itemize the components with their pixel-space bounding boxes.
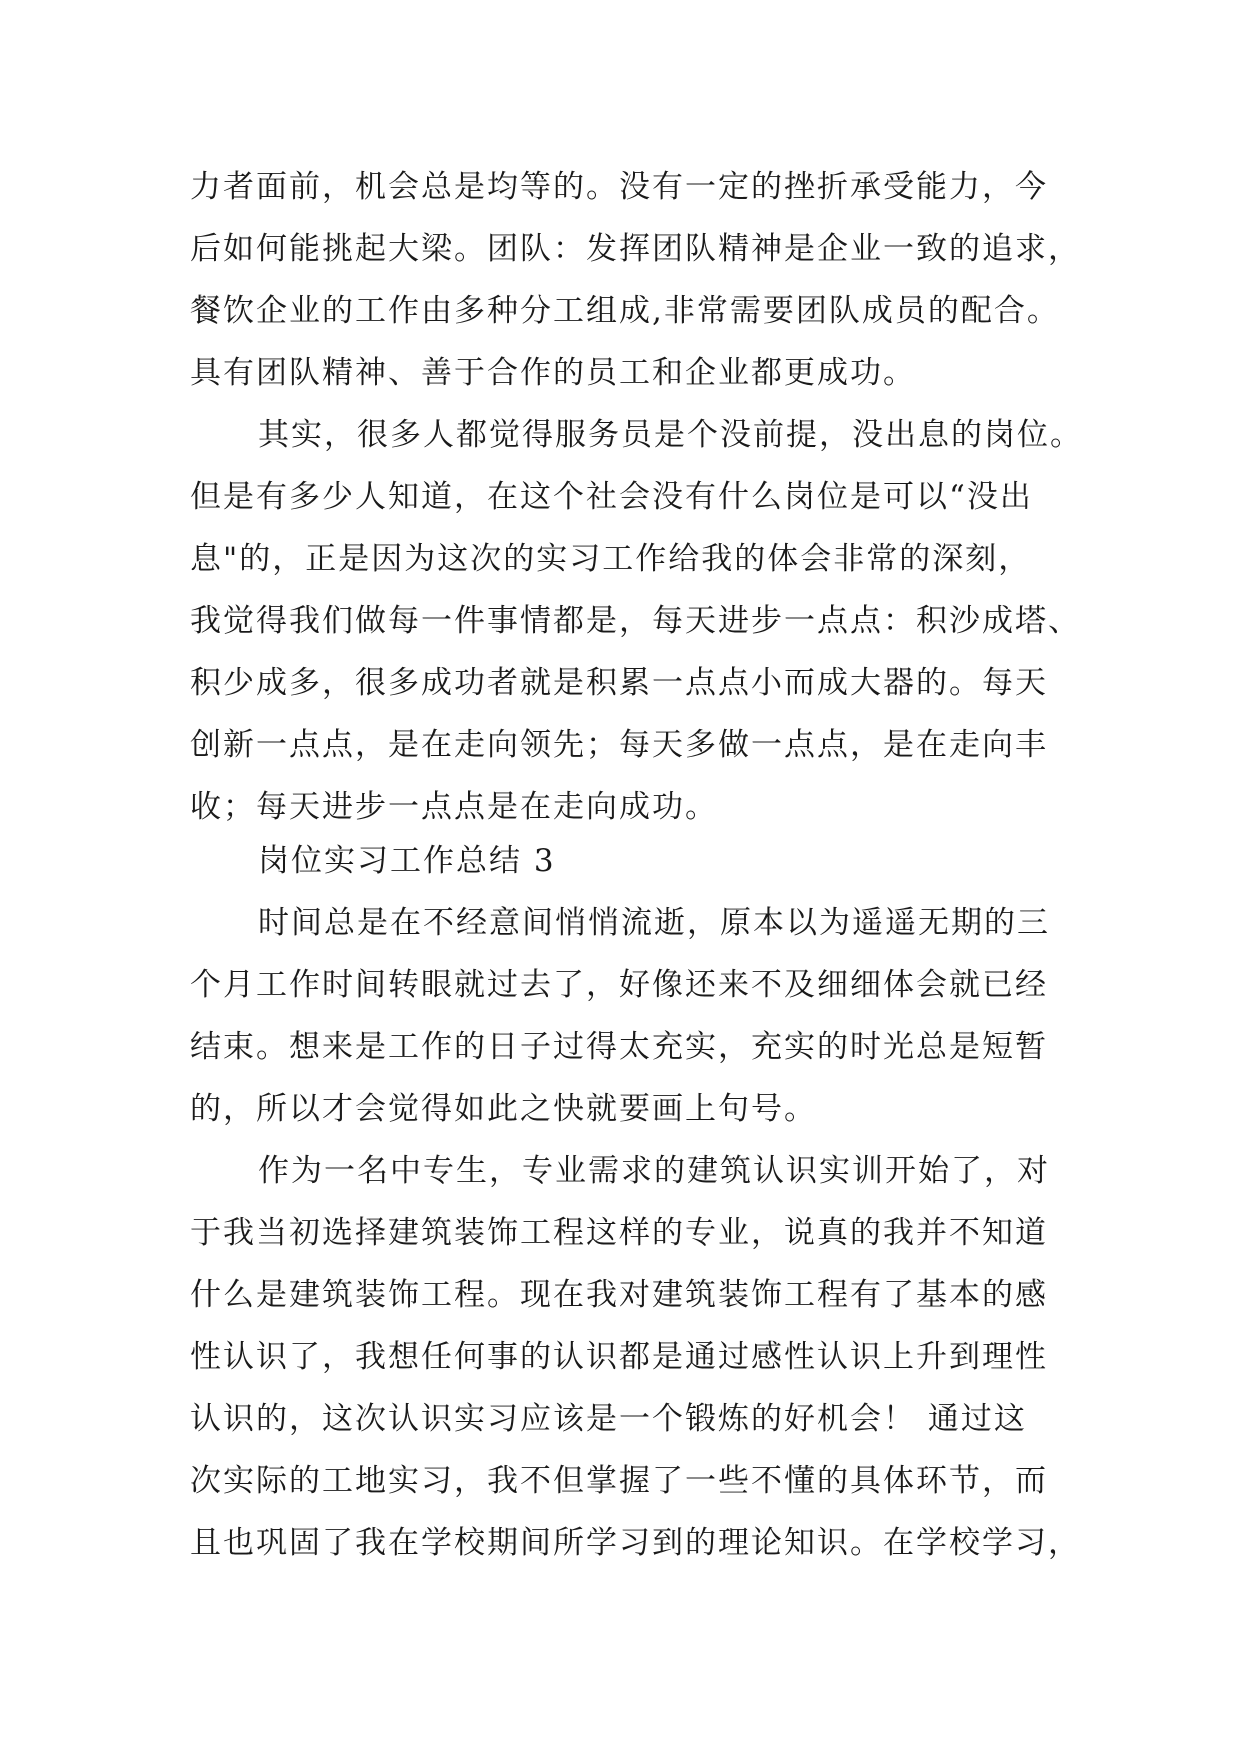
text-line: 结束。想来是工作的日子过得太充实，充实的时光总是短暂: [190, 1029, 1048, 1065]
text-line: 作为一名中专生，专业需求的建筑认识实训开始了，对: [258, 1153, 1050, 1189]
text-block-top: [190, 156, 1083, 838]
text-line: 创新一点点，是在走向领先；每天多做一点点，是在走向丰: [190, 727, 1048, 763]
text-line: 什么是建筑装饰工程。现在我对建筑装饰工程有了基本的感: [190, 1277, 1048, 1313]
text-line: 认识的，这次认识实习应该是一个锻炼的好机会！ 通过这: [190, 1401, 1027, 1437]
text-line: 但是有多少人知道，在这个社会没有什么岗位是可以“没出: [190, 479, 1033, 515]
text-line: 且也巩固了我在学校期间所学习到的理论知识。在学校学习，: [190, 1525, 1081, 1561]
text-line: 力者面前，机会总是均等的。没有一定的挫折承受能力，今: [190, 169, 1048, 205]
text-line: 岗位实习工作总结 3: [258, 843, 556, 879]
text-line: 具有团队精神、善于合作的员工和企业都更成功。: [190, 355, 916, 391]
text-line: 后如何能挑起大梁。团队：发挥团队精神是企业一致的追求，: [190, 231, 1081, 267]
text-line: 次实际的工地实习，我不但掌握了一些不懂的具体环节，而: [190, 1463, 1048, 1499]
text-line: 其实，很多人都觉得服务员是个没前提，没出息的岗位。: [258, 417, 1083, 453]
text-line: 时间总是在不经意间悄悄流逝，原本以为遥遥无期的三: [258, 905, 1050, 941]
text-line: 收；每天进步一点点是在走向成功。: [190, 789, 718, 825]
text-line: 我觉得我们做每一件事情都是，每天进步一点点：积沙成塔、: [190, 603, 1081, 639]
text-line: 个月工作时间转眼就过去了，好像还来不及细细体会就已经: [190, 967, 1048, 1003]
text-block-bottom: [190, 830, 1081, 1574]
text-line: 于我当初选择建筑装饰工程这样的专业，说真的我并不知道: [190, 1215, 1048, 1251]
text-line: 息"的，正是因为这次的实习工作给我的体会非常的深刻，: [190, 541, 1032, 577]
text-line: 餐饮企业的工作由多种分工组成,非常需要团队成员的配合。: [190, 293, 1060, 329]
text-line: 积少成多，很多成功者就是积累一点点小而成大器的。每天: [190, 665, 1048, 701]
text-line: 的，所以才会觉得如此之快就要画上句号。: [190, 1091, 817, 1127]
text-line: 性认识了，我想任何事的认识都是通过感性认识上升到理性: [190, 1339, 1048, 1375]
